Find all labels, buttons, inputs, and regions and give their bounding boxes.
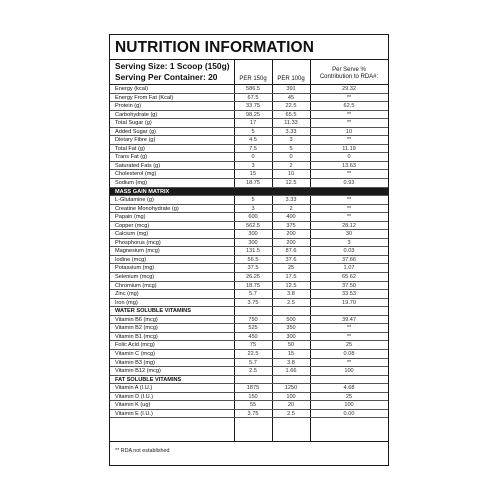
row-label: Carbohydrate (g) <box>115 111 158 118</box>
table-row <box>110 170 388 179</box>
row-label: Energy (kcal) <box>115 86 148 92</box>
value-per150: 5.7 <box>249 291 257 298</box>
value-per150: 562.5 <box>246 222 260 229</box>
value-per100: 1250 <box>284 385 298 392</box>
table-row <box>110 264 388 273</box>
row-label: Phosphorus (mcg) <box>115 239 161 246</box>
value-per150: 26.25 <box>246 274 260 281</box>
value-per150: 131.5 <box>246 248 260 255</box>
value-rda: ** <box>346 197 352 204</box>
value-rda: 62.5 <box>343 103 355 110</box>
value-per150: 4.5 <box>249 137 257 144</box>
footer-divider <box>110 441 388 442</box>
header-per150: PER 150g <box>239 76 267 82</box>
table-row <box>110 393 388 402</box>
section-header <box>110 376 388 385</box>
value-per150: 0 <box>251 154 255 161</box>
value-rda: 37.50 <box>342 282 356 289</box>
table-row <box>110 213 388 222</box>
row-label: Zinc (mg) <box>115 291 139 298</box>
value-per100: 200 <box>286 239 296 246</box>
table-row <box>110 256 388 265</box>
value-per100: 5 <box>289 145 293 152</box>
value-per100: 15 <box>287 350 295 357</box>
row-label: WATER SOLUBLE VITAMINS <box>115 308 191 315</box>
value-rda: ** <box>346 137 352 144</box>
value-per150: 55 <box>249 402 257 409</box>
row-label: Cholesterol (mg) <box>115 171 157 178</box>
footnote: ** RDA not established <box>115 448 170 454</box>
value-rda: ** <box>346 333 352 340</box>
header-per100: PER 100g <box>277 76 305 82</box>
value-per150: 22.5 <box>247 350 259 357</box>
value-rda: 33.53 <box>342 291 356 298</box>
value-per150: 17 <box>249 120 257 127</box>
value-rda: 0.00 <box>343 410 355 417</box>
value-rda: 39.47 <box>342 316 356 323</box>
serving-info <box>115 61 230 82</box>
value-per150: 67.5 <box>247 94 259 101</box>
value-per150: 75 <box>249 342 257 349</box>
row-label: Vitamin E (I.U.) <box>115 410 153 417</box>
panel-title: NUTRITION INFORMATION <box>115 39 314 56</box>
section-header-dark <box>110 188 388 197</box>
title-divider <box>110 59 388 60</box>
row-label: Vitamin D (I.U.) <box>115 393 154 400</box>
table-row <box>110 128 388 137</box>
table-row <box>110 324 388 333</box>
table-row <box>110 316 388 325</box>
table-row <box>110 230 388 239</box>
table-row <box>110 299 388 308</box>
table-row <box>110 162 388 171</box>
value-per100: 22.5 <box>285 103 297 110</box>
value-per100: 17.5 <box>285 274 297 281</box>
row-label: Potassium (mg) <box>115 265 155 272</box>
value-per150: 18.75 <box>246 180 260 187</box>
value-per100: 3.8 <box>287 359 295 366</box>
table-row <box>110 119 388 128</box>
row-label: Vitamin B12 (mcg) <box>115 368 161 375</box>
row-label: Selenium (mcg) <box>115 274 155 281</box>
value-per150: 1875 <box>246 385 260 392</box>
row-label: Vitamin B6 (mcg) <box>115 316 158 323</box>
value-per150: 450 <box>248 333 258 340</box>
row-label: Trans Fat (g) <box>115 154 148 161</box>
value-per100: 2.5 <box>287 410 295 417</box>
table-row <box>110 153 388 162</box>
section-header <box>110 307 388 316</box>
row-label: Calcium (mg) <box>115 231 149 238</box>
value-per100: 500 <box>286 316 296 323</box>
row-label: Sodium (mg) <box>115 180 148 187</box>
nutrient-table <box>110 84 388 418</box>
value-per150: 3 <box>251 205 255 212</box>
row-label: Vitamin K (ug) <box>115 402 151 409</box>
value-per100: 37.6 <box>285 256 297 263</box>
row-label: Energy From Fat (Kcal) <box>115 94 174 101</box>
table-row <box>110 282 388 291</box>
table-row <box>110 384 388 393</box>
value-per100: 3.33 <box>285 197 297 204</box>
table-row <box>110 196 388 205</box>
value-rda: ** <box>346 111 352 118</box>
value-rda: 1.07 <box>343 265 355 272</box>
value-rda: 100 <box>344 368 354 375</box>
value-per150: 98.25 <box>246 111 260 118</box>
value-per100: 25 <box>287 265 295 272</box>
value-per150: 18.75 <box>246 282 260 289</box>
value-per100: 45 <box>287 94 295 101</box>
value-rda: 0.93 <box>343 180 355 187</box>
table-row <box>110 359 388 368</box>
table-row <box>110 247 388 256</box>
value-per150: 3.75 <box>247 410 259 417</box>
value-rda: ** <box>346 205 352 212</box>
table-row <box>110 179 388 188</box>
value-per150: 150 <box>248 393 258 400</box>
value-per100: 1.66 <box>285 368 297 375</box>
value-rda: 3 <box>347 239 351 246</box>
value-per100: 400 <box>286 214 296 221</box>
header-rda-line2: Contribution to RDA#: <box>319 74 379 81</box>
value-per150: 5 <box>251 197 255 204</box>
row-label: Dietary Fibre (g) <box>115 137 156 144</box>
value-per150: 3.75 <box>247 299 259 306</box>
row-label: Iron (mg) <box>115 299 138 306</box>
value-per100: 20 <box>287 402 295 409</box>
row-label: Total Sugar (g) <box>115 120 152 127</box>
serving-per-container: Serving Per Container: 20 <box>115 71 218 82</box>
row-label: Vitamin C (mcg) <box>115 350 155 357</box>
value-per150: 15 <box>249 171 257 178</box>
value-rda: 0.03 <box>343 248 355 255</box>
table-row <box>110 111 388 120</box>
value-per150: 33.75 <box>246 103 260 110</box>
value-per150: 37.5 <box>247 265 259 272</box>
value-rda: 28.12 <box>342 222 356 229</box>
value-per100: 65.5 <box>285 111 297 118</box>
row-label: Saturated Fats (g) <box>115 162 161 169</box>
value-per150: 525 <box>248 325 258 332</box>
value-per100: 2 <box>289 162 293 169</box>
table-row <box>110 205 388 214</box>
value-per100: 0 <box>289 154 293 161</box>
row-label: Vitamin A (I.U.) <box>115 385 153 392</box>
row-label: Papain (mg) <box>115 214 146 221</box>
value-per100: 12.5 <box>285 282 297 289</box>
value-per150: 586.5 <box>246 86 260 92</box>
table-row <box>110 222 388 231</box>
value-per100: 87.6 <box>285 248 297 255</box>
value-per100: 50 <box>287 342 295 349</box>
header-rda-line1: Per Serve % <box>332 67 366 73</box>
value-per100: 391 <box>286 86 296 92</box>
table-row <box>110 367 388 376</box>
row-label: Magnesium (mcg) <box>115 248 160 255</box>
value-rda: ** <box>346 171 352 178</box>
value-per100: 3.8 <box>287 291 295 298</box>
row-label: MASS GAIN MATRIX <box>115 188 170 195</box>
table-row <box>110 239 388 248</box>
row-label: Folic Acid (mcg) <box>115 342 155 349</box>
value-rda: 25 <box>345 342 353 349</box>
row-label: FAT SOLUBLE VITAMINS <box>115 376 182 383</box>
value-rda: 30 <box>345 231 353 238</box>
value-per100: 300 <box>286 333 296 340</box>
value-per100: 350 <box>286 325 296 332</box>
table-row <box>110 410 388 419</box>
row-label: Protein (g) <box>115 103 142 110</box>
value-per100: 2 <box>289 205 293 212</box>
row-label: L-Glutamine (g) <box>115 197 154 204</box>
value-rda: 11.19 <box>342 145 356 152</box>
table-row <box>110 341 388 350</box>
value-per100: 375 <box>286 222 296 229</box>
table-row <box>110 350 388 359</box>
value-rda: 0.08 <box>343 350 355 357</box>
value-per100: 3 <box>289 137 293 144</box>
row-label: Vitamin B2 (mcg) <box>115 325 158 332</box>
table-row <box>110 94 388 103</box>
row-label: Vitamin B3 (mg) <box>115 359 155 366</box>
row-label: Total Fat (g) <box>115 145 145 152</box>
table-row <box>110 102 388 111</box>
header-rda <box>310 67 388 82</box>
table-row <box>110 290 388 299</box>
row-label: Copper (mcg) <box>115 222 150 229</box>
value-per150: 300 <box>248 231 258 238</box>
row-label: Iodine (mcg) <box>115 256 147 263</box>
value-rda: 37.66 <box>342 256 356 263</box>
table-row <box>110 273 388 282</box>
value-per150: 3 <box>251 162 255 169</box>
value-rda: ** <box>346 214 352 221</box>
value-rda: ** <box>346 120 352 127</box>
value-rda: 13.63 <box>342 162 356 169</box>
value-per100: 3.33 <box>285 128 297 135</box>
value-per100: 12.5 <box>285 180 297 187</box>
value-rda: ** <box>346 325 352 332</box>
row-label: Vitamin B1 (mcg) <box>115 333 158 340</box>
row-label: Chromium (mcg) <box>115 282 157 289</box>
value-rda: 10 <box>345 128 353 135</box>
value-per100: 11.33 <box>284 120 298 127</box>
table-row <box>110 85 388 94</box>
value-rda: 25 <box>345 393 353 400</box>
value-per150: 300 <box>248 239 258 246</box>
value-per150: 600 <box>248 214 258 221</box>
value-rda: 19.70 <box>342 299 356 306</box>
value-per150: 2.5 <box>249 368 257 375</box>
value-per100: 100 <box>286 393 296 400</box>
value-rda: 4.68 <box>343 385 355 392</box>
value-per150: 5.7 <box>249 359 257 366</box>
row-label: Creatine Monohydrate (g) <box>115 205 179 212</box>
value-per150: 750 <box>248 316 258 323</box>
table-row <box>110 136 388 145</box>
table-row <box>110 333 388 342</box>
value-per150: 56.5 <box>247 256 259 263</box>
value-per100: 10 <box>287 171 295 178</box>
value-rda: 29.32 <box>342 86 356 92</box>
table-row <box>110 145 388 154</box>
value-rda: 0 <box>347 154 351 161</box>
value-per100: 2.5 <box>287 299 295 306</box>
value-rda: ** <box>346 94 352 101</box>
serving-size: Serving Size: 1 Scoop (150g) <box>115 61 230 71</box>
table-row <box>110 401 388 410</box>
value-per150: 7.5 <box>249 145 257 152</box>
value-rda: ** <box>346 359 352 366</box>
row-label: Added Sugar (g) <box>115 128 157 135</box>
nutrition-panel <box>109 34 389 466</box>
value-per100: 200 <box>286 231 296 238</box>
value-rda: 65.62 <box>342 274 356 281</box>
value-per150: 5 <box>251 128 255 135</box>
value-rda: 100 <box>344 402 354 409</box>
